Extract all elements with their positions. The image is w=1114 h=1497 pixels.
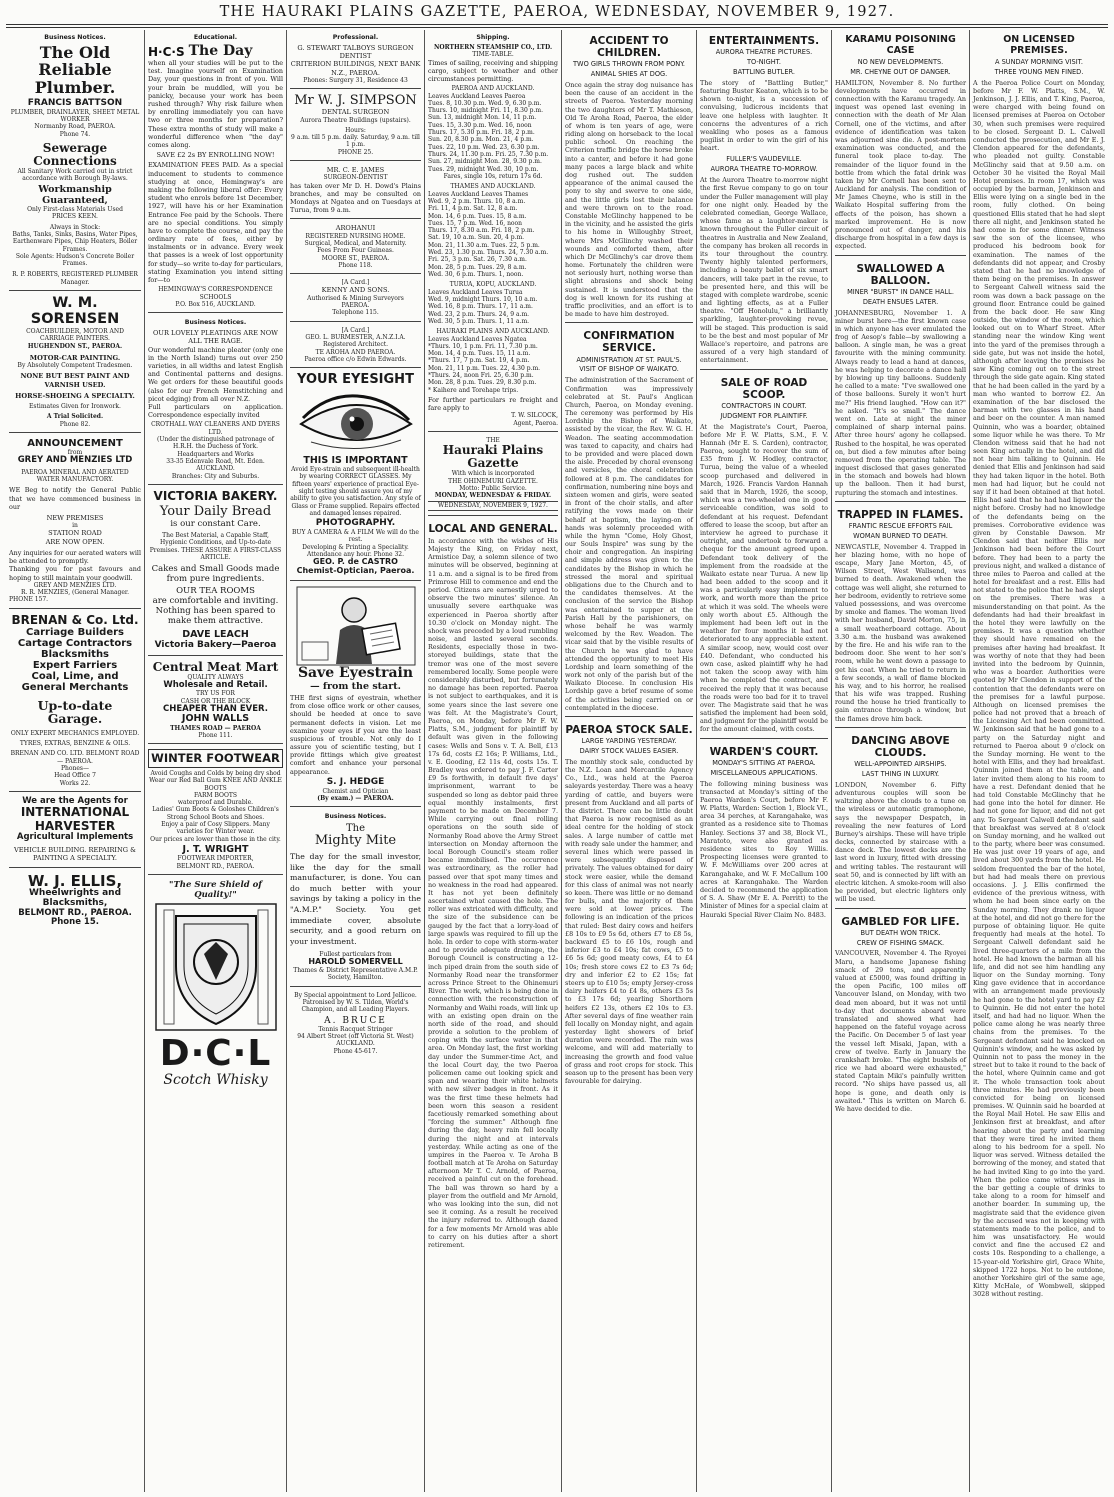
licensed-sub: A SUNDAY MORNING VISIT. bbox=[994, 57, 1084, 66]
timetable-row: Mon. 28, 5 p.m. Tues. 29, 8 a.m. bbox=[428, 263, 527, 271]
daily-bread: Your Daily Bread bbox=[159, 504, 272, 519]
flames-body: NEWCASTLE, November 4. Trapped in her blazing home, with no hope of escape, Mary Jane Morton, 45, of Wilson Street, West Wallsend, was burned to death. Awakened when the cottage was well alight, she returned to her bedroom, evidently to retrieve some valued possessions, and was overcome by smoke and flames. The woman lived with her husband, David Morton, 75, in a small weatherboard cottage. About 3.30 a.m. the husband was awakened by the fire. He and his wife ran to the bedroom door. She went to her son's room, while he went down a passage to get his coat. When he tried to return in a few seconds, a wall of flame blocked his way, and to his horror, he realised that his wife was trapped. Rushing round the house he tried frantically to gain entrance through a window, but the flames drove him back. bbox=[835, 542, 966, 723]
hours-label: Hours: bbox=[345, 126, 366, 134]
warden-sub: MONDAY'S SITTING AT PAEROA. bbox=[712, 758, 816, 767]
hcs-body: when all your studies will be put to the test. Imagine yourself on Examination Day, your questions in front of you. Will your brain be muddled, will you be panicky, because your work has been rushed through? Why risk failure when by enrolling immediately you can have two or three months for preparation? These extra months of study will make a wonderful difference when "the day" comes along. bbox=[148, 59, 283, 149]
victoria-bakery: VICTORIA BAKERY. bbox=[153, 488, 278, 503]
paeroa: PAEROA. bbox=[341, 302, 370, 310]
hcs-headline: The Day bbox=[188, 43, 253, 59]
battson-phone: Phone 74. bbox=[59, 130, 91, 138]
fuller-body: At the Aurora Theatre to-morrow night the first Revue company to go on tour under the Fuller management will play for one night only. Headed by the celebrated comedian, George Wallace, whose fame as a laughter-maker is known throughout the Fuller circuit of theatres in Australia and New Zealand, the company has broken all records in its tour throughout the country. Twenty highly talented performers, including a beauty ballet of six smart dancers, will take part in the revue, to be presented here, and this will be staged with complete wardrobe, scenic and lighting effects, as at a Fuller theatre. "Off Honolulu," a brilliantly sparkling, laughter-provoking revue, will be staged. This production is said to be the best and most popular of Mr Wallace's repertoire, and patrons are assured of a very high standard of entertainment. bbox=[700, 176, 828, 365]
racquet: Tennis Racquet Stringer bbox=[318, 1025, 393, 1033]
fuller-sub: AURORA THEATRE TO-MORROW. bbox=[710, 165, 818, 174]
hemingway-box: P.O. Box 516, AUCKLAND. bbox=[175, 300, 256, 308]
coal: Coal, Lime, and bbox=[31, 670, 119, 682]
stock-list: Baths, Tanks, Sinks, Basins, Water Pipes, Earthenware Pipes, Chip Heaters, Boiler Frames. bbox=[12, 230, 138, 253]
timetable-row: *Thurs. 10, 1 p.m. Fri. 11, 7.30 p.m. bbox=[428, 342, 538, 350]
crothall-hq: Headquarters and Works bbox=[177, 450, 254, 458]
column-6 bbox=[697, 30, 831, 1492]
roberts: R. P. ROBERTS, REGISTERED PLUMBER bbox=[12, 271, 138, 279]
timetable-row: Mon. 14, 4 p.m. Tues. 15, 11 a.m. bbox=[428, 350, 531, 358]
fares: Fares, single 10s, return 17s 6d. bbox=[443, 172, 543, 180]
sole-agents: Sole Agents: Hudson's Concrete Boiler Frames. bbox=[15, 252, 135, 268]
wholesale: Wholesale and Retail. bbox=[163, 679, 268, 690]
agents-for: We are the Agents for bbox=[22, 796, 128, 807]
column-4 bbox=[425, 30, 561, 1492]
aurora-pictures: AURORA THEATRE PICTURES. bbox=[715, 48, 813, 57]
timetable-row: Fri. 11, 4 p.m. Sat. 12, 8 a.m. bbox=[428, 205, 518, 213]
nursing-home: REGISTERED NURSING HOME. bbox=[305, 232, 406, 240]
competent: By Absolutely Competent Tradesmen. bbox=[17, 362, 133, 370]
waterproof: waterproof and Durable. bbox=[177, 799, 254, 807]
workmanship: Workmanship Guaranteed, bbox=[38, 184, 112, 206]
timetable-row: Tues. 22, 10 p.m. Wed. 23, 6.30 p.m. bbox=[428, 143, 540, 151]
balloon-sub: MINER "BURST" IN DANCE HALL. bbox=[847, 287, 954, 296]
pleatings-body: Our wonderful machine pleater (only one in the North Island) turns out over 250 varieties, in all widths and latest English and Continental patterns and designs. We get orders for these beautiful goods (also for our French Hemstitching and picot edging) from all over N.Z. bbox=[148, 345, 283, 403]
burmester-office: Paeroa office c/o Edwin Edwards. bbox=[304, 355, 407, 363]
gm-sign: GREY AND MENZIES LTD. bbox=[33, 581, 117, 589]
agent: Agent, Paeroa. bbox=[513, 419, 558, 427]
pleatings-full: Full particulars on application. Correspondence especially invited bbox=[148, 402, 283, 420]
surgical: Surgical, Medical, and Maternity. bbox=[304, 239, 407, 247]
prices-lower: Our prices are lower than those in the city. bbox=[150, 835, 281, 843]
timetable-row: Tues. 15, 7 p.m. Wed. 16, noon bbox=[428, 219, 523, 227]
victoria-paeroa: Victoria Bakery—Paeroa bbox=[154, 639, 277, 650]
scoop-sub-2: JUDGMENT FOR PLAINTIFF. bbox=[720, 411, 808, 420]
masthead: THE HAURAKI PLAINS GAZETTE, PAEROA, WEDNESDAY, NOVEMBER 9, 1927. bbox=[219, 4, 895, 20]
eye-body: Avoid Eye-strain and subsequent ill-health by wearing CORRECT GLASSES. My fifteen years' experience of practical Eye-sight testing should assure you of my ability to give you satisfaction. Any style of Glass or Frame supplied. Repairs effected and damaged lenses repaired. bbox=[290, 465, 421, 517]
crothall-patron: (Under the distinguished patronage of H.R.H. the Duchess of York. bbox=[157, 435, 274, 451]
dateline: WEDNESDAY, NOVEMBER 9, 1927. bbox=[428, 501, 558, 510]
accident-body: Once again the stray dog nuisance has been the cause of an accident in the streets of Paeroa. Yesterday morning the two daughters of Mr T. Mathieson, Old Te Aroha Road, Paeroa, the elder of whom is ten years of age, were riding along on horseback to the local public school. On reaching the Criterion traffic bridge the horse broke into a canter, and before it had gone many paces a large black and white dog rushed out. The sudden appearance of the animal caused the pony to shy and swerve to one side, and the little girls lost their balance and were thrown on to the road. Constable McGlinchy happened to be in the vicinity, and he assisted the girls to his home in Willoughby Street, where Mrs McGlinchy washed their wounds and comforted them, after which Dr McGlinchy's car drove them home. Fortunately the children were not seriously hurt, nothing worse than slight abrasions and shock being sustained. It is understood that the dog is well known for its rushing at traffic proclivities, and an effort is to be made to have him destroyed. bbox=[565, 80, 693, 319]
phone-111: Phone 111. bbox=[198, 731, 233, 739]
gambled-headline: GAMBLED FOR LIFE. bbox=[841, 915, 960, 928]
estimates: Estimates Given for Ironwork. bbox=[29, 403, 121, 411]
hemingway: HEMINGWAY'S CORRESPONDENCE SCHOOLS bbox=[158, 286, 273, 301]
timetable-row: Wed. 16, 8 p.m. Thurs. 17, 11 a.m. bbox=[428, 303, 533, 311]
route-4-header: Leaves Auckland Leaves Ngatea bbox=[428, 335, 527, 343]
cheaper: CHEAPER THAN EVER. bbox=[163, 703, 268, 714]
timetable-row: *Thurs. 17, 7 p.m. Sat. 19, 4 p.m. bbox=[428, 357, 530, 365]
timetable-row: Fri. 25, 3 p.m. Sat. 26, 7.30 a.m. bbox=[428, 256, 527, 264]
arohanui: AROHANUI bbox=[335, 224, 376, 233]
brenan: BRENAN & Co. Ltd. bbox=[11, 612, 139, 627]
surgeon-dentist: SURGEON-DENTIST bbox=[323, 174, 388, 182]
karamu-sub: NO NEW DEVELOPMENTS. bbox=[857, 57, 944, 66]
horse-shoeing: HORSE-SHOEING A SPECIALTY. bbox=[15, 391, 135, 400]
talboys-phones: Phones: Surgery 31, Residence 43 bbox=[303, 76, 408, 84]
bakery-body: The Best Material, a Capable Staff, Hygienic Conditions, and Up-to-date Premises. THESE ASSURE A FIRST-CLASS ARTICLE. bbox=[149, 532, 282, 561]
implements: Agricultural Implements bbox=[16, 831, 134, 842]
route-3: TURUA, KOPU, AUCKLAND. bbox=[449, 281, 537, 289]
farriers: Expert Farriers bbox=[32, 659, 118, 671]
phone-25: PHONE 25. bbox=[337, 148, 374, 156]
bruce-address: 94 Albert Street (off Victoria St. West) AUCKLAND. bbox=[297, 1033, 414, 1048]
local-headline: LOCAL AND GENERAL. bbox=[428, 522, 558, 535]
burmester: GEO. L. BURMESTER, A.N.Z.I.A. bbox=[305, 333, 406, 341]
timetable-row: Thurs. 10, midnight Fri. 11, 8.30 p.m. bbox=[428, 107, 544, 115]
architect: Registered Architect. bbox=[322, 341, 389, 349]
warden-body: The following mining business was transacted at Monday's sitting of the Paeroa Warden's Court, before Mr F. W. Platts, Warden: Section 1, Block VI., area 34 perches, at Karangahake, was granted as a residence site to Thomas Hanley. Sections 37 and 38, Block VI., Maratoto, were also granted as residence sites to Roy Willis. Prospecting licenses were granted to W. F. McWilliams over 200 acres at Karangahake, and W. F. McCallum 100 acres at Karangahake. The Warden decided to recommend the application of S. A. Shaw (Mr E. A. Perritt) to the Minister of Mines for a special claim at Hauraki Special River Claim No. 8483. bbox=[700, 779, 828, 919]
timetable-row: Wed. 23, 1.30 p.m. Thurs. 24, 7.30 a.m. bbox=[428, 249, 549, 257]
mineral-water: PAEROA MINERAL AND AERATED WATER MANUFACTORY. bbox=[21, 468, 129, 484]
dcl-logo: D·C·L bbox=[159, 1033, 272, 1075]
accident-sub-2: ANIMAL SHIES AT DOG. bbox=[590, 70, 668, 79]
save-offer: SAVE £2 2s BY ENROLLING NOW! bbox=[156, 151, 275, 160]
licensed-body: A the Paeroa Police Court on Monday, before Mr F. W. Platts, S.M., W. Jenkinson, J. J. Ellis, and T. King, Paeroa, were charged with being found on licensed premises at Paeroa on October 30, when such premises were required to be closed. Sergeant D. L. Calwell conducted the prosecution, and Mr E. J. Clendon appeared for the defendants, who pleaded not guilty. Constable McGlinchy said that at 9.50 a.m. on October 30 he visited the Royal Mail Hotel premises. In room 17, which was occupied by the barman, Jenkinson and Ellis were lying on a single bed in the room, fully clothed. On being questioned Ellis stated that he had slept there all night, and Jenkinson stated he had come in for some dinner. Witness saw the son of the licensee, who produced his bedroom book for examination. The names of the defendants did not appear, and Crosby stated that he had no knowledge of them being on the premises. In answer to Sergeant Calwell witness said the room was down a back passage on the ground floor. Entrance could be gained from the back door. He saw King outside, the window of the room, which looked out on to Wharf Street. After standing near the window King went into the yard of the premises through a side gate, but was not inside the hotel, although after leaving the premises he saw King coming out on to the street through the side gate again. King stated that he had been called in the yard by a man who wanted to borrow £2. An examination of the bar disclosed the barman with two glasses in his hand and beer on the counter. A man named Quinnin, who was a boarder, obtained some liquor while he was there. To Mr Clendon witness said that he had not seen King actually in the hotel, and did not hear him talking to Quinnin. He denied that Ellis and Jenkinson had said they had taken liquor in the hotel. Both men had had liquor, but he could not say if it had been obtained at that hotel. Ellis had said that he had had liquor the night before. Crosby had no knowledge of the defendants being on the premises. Corroborative evidence was given by Constable Dawson. Mr Clendon said that neither Ellis nor Jenkinson had been before the Court before. They had been to a party the previous night, and walked a distance of three miles to Paeroa and called at the hotel for breakfast and a rest. Ellis had not stated to the police that he had slept on the premises. There was a misunderstanding on that point. As the defendants had had their breakfast in the hotel they were lawfully on the premises. It was a question whether they should have remained on the premises after having had breakfast. It was worthy of note that they had been invited into the bedroom by Quinnin, who was a boarder. Authorities were quoted by Mr Clendon in support of the contention that the defendants were on the premises for a lawful purpose. Although on licensed premises the police had not proved that a breach of the Licensing Act had been committed. W. Jenkinson said that he had gone to a party on the Saturday night and returned to Paeroa about 9 o'clock on the Sunday morning. He went to the hotel with Ellis, and they had breakfast. Quinnin joined them at the table, and later invited them along to his room to have a rest. Defendant denied that he had told Constable McGlinchy that he had gone into the hotel for dinner. He had not gone for liquor, and did not get any. To Sergeant Calwell defendant said that breakfast was served at 8 o'clock on Sunday morning, and he walked out to the party, where beer was consumed. He was just over 19 years of age, and lived about 300 yards from the hotel. He seldom frequented the bar of the hotel, but had had meals there on previous occasions. J. J. Ellis confirmed the evidence of the previous witness, with whom he had been since early on the Sunday morning. They drank no liquor at the hotel, and did not go there for the purpose of obtaining liquor. He quite frequently had meals at the hotel. To Sergeant Calwell defendant said he lived three-quarters of a mile from the hotel. He had known the barman all his life, and did not see him handling any liquor on the Sunday morning. Tony King gave evidence that in accordance with an arrangement made previously he had gone to the hotel yard to pay £2 to Quinnin. He did not enter the hotel itself, and had had no liquor. When the police came along he was nearly three chains from the premises. To the Sergeant defendant said he knocked on Quinnin's window, and he was asked by Quinnin not to pass the money in the street but to take it round to the back of the hotel, where Quinnin came and got it. The whole transaction took about three minutes. He had previously been convicted for being on licensed premises. W. Quinnin said he boarded at the Royal Mail Hotel. He saw Ellis and Jenkinson first at breakfast, and after hearing about the party and learning that they were tired he invited them along to his bedroom for a spell. No liquor was served. Witness detailed the borrowing of the money, and stated that he had invited King to go into the yard. When the police came witness was in the bar getting a couple of drinks to take along to a room for himself and another boarder. In summing up, the magistrate said that the evidence given by the accused was not in keeping with statements made to the police, and to him was unsatisfactory. He would convict and fine the accused £2 and costs 10s. Responding to a challenge, a 15-year-old Yorkshire girl, Grace White, skipped 1722 hops. Not to be outdone, another Yorkshire girl of the same age, Kitty McHale, of Wombwell, skipped 3028 without resting. bbox=[973, 78, 1105, 1299]
footwear-importer: FOOTWEAR IMPORTER, bbox=[177, 855, 254, 863]
head-office: Head Office 7 bbox=[54, 772, 96, 780]
local-body: In accordance with the wishes of His Majesty the King, on Friday next, Armistice Day, a solemn silence of two minutes will be observed, beginning at 11 a.m. and a signal is to be fired from Primrose Hill to commence and end the period. Citizens are earnestly urged to observe the two minutes' silence. An unusually severe earthquake was experienced in Paeroa shortly after 10.30 o'clock on Monday night. The shock was preceded by a loud rumbling noise, and lasted several seconds. Residents, especially those in two-storeyed buildings, state that the tremor was one of the most severe remembered locally. Some people were considerably disturbed, but fortunately no damage has been reported. Paeroa is not subject to earthquakes, and it is some years since the last severe one was felt. At the Magistrate's Court, Paeroa, on Monday, before Mr F. W. Platts, S.M., judgment for plaintiff by default was given in the following cases: Wells and Sons v. T. A. Bell, £13 17s 6d, costs £2 16s; P. Williams, Ltd., v. E. Gooding, £2 11s 4d, costs 15s. T. Bradley was ordered to pay J. F. Carter £9 5s forthwith, in default five days' imprisonment, warrant to be suspended so long as debtor paid three equal monthly instalments, first payment to be made on December 7. While carrying out final rolling operations on the south side of Normanby Road above the Army Street intersection on Monday afternoon the local Borough Council's steam roller became immobilised. The occurrence was extraordinary, as the roller had passed over that spot many times and no weakness in the road had appeared. It has not yet been definitely ascertained what caused the hole. The roller was extricated with difficulty, and the size of the subsidence can be gauged by the fact that a lorry-load of large spawls was required to fill up the hole. In order to cope with storm-water and to provide adequate drainage, the Borough Council is constructing a 12-inch piped drain from the south side of Normanby Road near the transformer across Prince Street to the Ohinemuri River. The work, which is being done in connection with the reconstruction of Normanby and Waihi roads, will link up with an existing open drain on the north side of the road, and should provide a solution to the problem of coping with the surface water in that area. On Monday last, the first working day under the Summer-time Act, and the local Court day, the two Paeroa policemen came out looking spick and span and wearing their white helmets with new silver badges in front. As it was the first time these helmets had been worn this season a resident facetiously remarked something about "forcing the summer." Although fine during the day, heavy rain fell locally during the night and at intervals yesterday. While acting as one of the umpires in the Paeroa v. Te Aroha B football match at Te Aroha on Saturday afternoon Mr T. C. Arnold, of Paeroa, received a painful cut on the forehead. The ball was thrown so hard by a player from the outfield and Mr Arnold, who was looking into the sun, did not see it coming. As a result he received the injury referred to. Although dazed for a few moments Mr Arnold was able to carry on his duties after a short retirement. bbox=[428, 536, 558, 1249]
buy-camera: BUY A CAMERA & A FILM We will do the rest. bbox=[292, 529, 419, 544]
fees-body: EXAMINATION FEES PAID. As a special inducement to students to commence studying at once, Hemingway's are making the following liberal offer: Every student who enrols before 1st December, 1927, will have his or her Examination Entrance Fee paid by the Schools. There are no special conditions. You simply have to complete the course, and pay the ordinary rate of fees, either by instalments or in advance. Every week that passes is a week of lost opportunity for study—so write to-day for particulars, stating Examination you intend sitting for—to bbox=[148, 161, 283, 285]
flames-headline: TRAPPED IN FLAMES. bbox=[837, 508, 964, 521]
balloon-headline: SWALLOWED A BALLOON. bbox=[856, 262, 945, 287]
column-1 bbox=[6, 30, 144, 1492]
motto: Motto: Public Service. bbox=[459, 484, 527, 492]
stock-sub-2: DAIRY STOCK VALUES EASIER. bbox=[579, 746, 679, 755]
section-label: Business Notices. bbox=[44, 34, 106, 41]
works: Works 22. bbox=[59, 779, 91, 787]
route-2: THAMES AND AUCKLAND. bbox=[450, 183, 536, 191]
moore-street: MOORE ST., PAEROA. bbox=[321, 254, 390, 262]
timetable-row: Sat. 19, 10 a.m. Sun. 20, 4 p.m. bbox=[428, 234, 525, 242]
brenan-address: BRENAN AND CO. LTD. BELMONT ROAD — PAEROA. bbox=[10, 750, 140, 765]
hedge-body: THE first signs of eyestrain, whether from close office work or other causes, should be heeded at once to save permanent defects in vision. Let me examine your eyes if you are the least suspicious of trouble. Not only do I assure you of scientific testing, but I provide fittings which give greatest comfort and enhance your personal appearance. bbox=[290, 693, 421, 776]
gm-phone: PHONE 157. bbox=[9, 596, 49, 604]
grey-menzies: GREY AND MENZIES LTD bbox=[17, 455, 133, 466]
gm-thanks: Thanking you for past favours and hoping to still maintain your goodwill. bbox=[9, 565, 141, 582]
stock-body: The monthly stock sale, conducted by the N.Z. Loan and Mercantile Agency Co., Ltd., was held at the Paeroa saleyards yesterday. There was a heavy yarding of cattle, and buyers were present from Auckland and all parts of the district. There can be little doubt that Paeroa is now recognised as an ideal centre for the holding of stock sales. A large number of cattle met with ready sale under the hammer, and several lines which were passed in were subsequently disposed of privately. The values obtained for dairy stock were easier, while the demand for this class of animal was not nearly so keen. There was little or no demand for bulls, and the majority of them were sold at lower prices. The following is an indication of the prices that ruled: Best dairy cows and heifers £8 10s to £9 5s 6d, others £7 to £8 5s, backward £5 to £6 10s, rough and inferior £3 to £4 10s; fat cows, £5 to £6 5s 6d; good meaty cows, £4 to £4 10s; fresh store cows £2 to £3 7s 6d; dry and inferior £2 to £2 15s; fat steers up to £10 5s; empty Jersey-cross dairy heifers £4 to £4 8s, others £3 5s to £3 17s 6d; yearling Shorthorn heifers £2 13s, others £2 10s to £3. After several days of fine weather rain fell locally on Monday night, and again yesterday light showers of brief duration were recorded. The rain was welcome, and will add materially to increasing the growth and food value of grass and root crops for stock. This season up to the present has been very favourable for dairying. bbox=[565, 757, 693, 1086]
balloon-sub-2: DEATH ENSUES LATER. bbox=[862, 297, 939, 306]
timetable-row: Mon. 21, 11.30 a.m. Tues. 22, 5 p.m. bbox=[428, 241, 540, 249]
sorensen-name: W. M. SORENSEN bbox=[30, 295, 120, 328]
timetable-row: Wed. 23, 2 p.m. Thurs. 24, 9 a.m. bbox=[428, 310, 530, 318]
tyres: TYRES, EXTRAS, BENZINE & OILS. bbox=[19, 740, 131, 748]
timetable-row: Wed. 30, 5 p.m. Thurs. 1, 11 a.m. bbox=[428, 317, 530, 325]
man-reading-illustration-icon bbox=[296, 586, 416, 666]
cash: CASH OR THE BLOCK bbox=[180, 697, 251, 705]
stock-intro: Always in Stock: bbox=[49, 223, 101, 231]
criterion: CRITERION BUILDINGS, NEXT BANK N.Z., PAEROA. bbox=[290, 60, 421, 77]
column-2 bbox=[145, 30, 286, 1492]
important: THIS IS IMPORTANT bbox=[303, 454, 408, 466]
timetable-row: Mon. 21, 11 p.m. Tues. 22, 4.30 p.m. bbox=[428, 364, 541, 372]
tea-rooms: OUR TEA ROOMS bbox=[176, 586, 255, 597]
route-4-rows bbox=[428, 343, 558, 387]
in: in bbox=[72, 522, 78, 530]
column-3 bbox=[287, 30, 424, 1492]
new-premises: NEW PREMISES bbox=[46, 513, 104, 522]
somervell-title: Thames & District Representative A.M.P. Society, Hamilton. bbox=[293, 967, 418, 982]
farm-boots: FARM BOOTS bbox=[193, 791, 237, 799]
gambled-body: VANCOUVER, November 4. The Ryoyei Maru, a handsome Japanese fishing smack of 29 tons, and apparently valued at £5000, was found drifting in the open Pacific, 100 miles off Vancouver Island, on Monday, with two dead men aboard, but it was not until to-day that documents aboard were translated and showed what had happened on the fateful voyage across the Pacific. On December 5 of last year the vessel left Misaki, Japan, with a crew of twelve. Early in January the crankshaft broke. "The eight bushels of rice we had aboard were exhausted," stated Captain Miki's painfully written record. "No ships have passed us, all hope is gone, and death only is awaited." This is written on March 6. We have decided to die. bbox=[835, 949, 966, 1114]
battson-name: FRANCIS BATTSON bbox=[27, 97, 123, 108]
scoop-sub: CONTRACTORS IN COURT. bbox=[721, 401, 807, 410]
mighty-body: The day for the small investor, like the day for the small manufacturer, is done. You can do much better with your savings by taking a policy in the "A.M.P." Society. You get immediate cover, absolute security, and a good return on your investment. bbox=[290, 852, 421, 946]
warden-headline: WARDEN'S COURT. bbox=[709, 745, 819, 758]
timetable-row: Mon. 14, 6 p.m. Tues. 15, 8 a.m. bbox=[428, 212, 527, 220]
route-1-rows bbox=[428, 100, 558, 173]
route-3-header: Leaves Auckland Leaves Turua bbox=[428, 288, 523, 296]
tonight: TO-NIGHT. bbox=[746, 57, 782, 66]
tea-body: are comfortable and inviting. Nothing has been spared to make them attractive. bbox=[152, 596, 279, 627]
column-5 bbox=[562, 30, 696, 1492]
licensed-headline: ON LICENSED PREMISES. bbox=[1003, 34, 1075, 56]
timetable-row: *Thurs. 24, noon Fri. 25, 6.30 p.m. bbox=[428, 372, 534, 380]
crothall-address: 33-35 Edenvale Road, Mt. Eden. AUCKLAND. bbox=[166, 457, 265, 473]
dental-surgeon: DENTAL SURGEON bbox=[321, 108, 390, 117]
sure-shield: "The Sure Shield of Quality!" bbox=[169, 880, 262, 901]
mighty-the: The bbox=[345, 823, 366, 835]
section-label: Shipping. bbox=[476, 34, 510, 41]
sorensen-address: HUGHENDON ST., PAEROA. bbox=[27, 342, 123, 350]
card-label-2: [A Card.] bbox=[341, 326, 370, 334]
thames-road: THAMES ROAD — PAEROA bbox=[170, 724, 261, 732]
dancing-sub: WELL-APPOINTED AIRSHIPS. bbox=[854, 759, 947, 768]
warden-sub-2: MISCELLANEOUS APPLICATIONS. bbox=[710, 768, 818, 777]
route-2-rows bbox=[428, 198, 558, 278]
phone-118: Phone 118. bbox=[338, 261, 373, 269]
fees: Fees From Four Guineas. bbox=[317, 247, 394, 255]
hedge: S. J. HEDGE bbox=[326, 776, 385, 787]
kaihere-note: * Kaihere and Torehape trips. bbox=[428, 386, 519, 394]
paper-title: Hauraki Plains Gazette bbox=[442, 443, 544, 471]
meat-mart: Central Meat Mart bbox=[152, 659, 279, 674]
section-label: Business Notices. bbox=[184, 319, 247, 327]
telephone-115: Telephone 115. bbox=[332, 309, 379, 317]
constant-care: is our constant Care. bbox=[170, 519, 261, 530]
masthead-rule-2 bbox=[6, 27, 1108, 28]
hedge-title: Chemist and Optician bbox=[322, 787, 389, 795]
ladies: Ladies' Gum Boots & Goloshes Children's Strong School Boots and Shoes. bbox=[152, 806, 279, 821]
incorporated: With which is incorporated bbox=[451, 470, 535, 478]
stock-headline: PAEROA STOCK SALE. bbox=[565, 724, 693, 736]
eye-illustration-icon bbox=[297, 390, 415, 454]
motor-painting: MOTOR-CAR PAINTING. bbox=[29, 353, 121, 362]
carriage-builders: Carriage Builders bbox=[26, 626, 124, 638]
developing: Developing & Printing a Speciality. Attendance any hour. Phone 32. bbox=[302, 543, 409, 558]
station-road: STATION ROAD bbox=[48, 529, 102, 538]
sorensen-trade: COACHBUILDER, MOTOR AND CARRIAGE PAINTERS. bbox=[26, 327, 124, 343]
card-label: [A Card.] bbox=[341, 279, 370, 287]
battling-butler: BATTLING BUTLER. bbox=[733, 67, 795, 76]
column-7 bbox=[832, 30, 969, 1492]
sewerage-body: All Sanitary Work carried out in strict accordance with Borough By-laws. bbox=[17, 167, 133, 183]
cakes: Cakes and Small Goods made from pure ingredients. bbox=[151, 564, 280, 585]
prices: PRICES KEEN. bbox=[52, 213, 98, 221]
sewerage-heading: Sewerage Connections bbox=[33, 140, 117, 168]
dancing-headline: DANCING ABOVE CLOUDS. bbox=[851, 734, 950, 759]
section-label: Business Notices. bbox=[324, 813, 387, 821]
column-8 bbox=[970, 30, 1108, 1492]
further: For further particulars re freight and fare apply to bbox=[428, 396, 558, 413]
flames-sub-2: WOMAN BURNED TO DEATH. bbox=[853, 531, 948, 540]
james-body: has taken over Mr D. H. Dowd's Plains branches, and may be consulted on Mondays at Ngatea and on Tuesdays at Turua, from 9 a.m. bbox=[290, 181, 421, 215]
mechanics: ONLY EXPERT MECHANICS EMPLOYED. bbox=[10, 729, 140, 737]
vehicle-building: VEHICLE BUILDING. REPAIRING & PAINTING A SPECIALTY. bbox=[13, 846, 137, 863]
timetable-row: Tues. 8, 10.30 p.m. Wed. 9, 6.30 p.m. bbox=[428, 99, 542, 107]
flames-sub: FRANTIC RESCUE EFFORTS FAIL bbox=[848, 521, 953, 530]
james: MR. C. E. JAMES bbox=[326, 166, 385, 175]
masthead-rule bbox=[6, 24, 1108, 25]
quality: QUALITY ALWAYS bbox=[187, 673, 244, 681]
confirmation-sub-2: VISIT OF BISHOP OF WAIKATO. bbox=[579, 365, 679, 374]
enjoy: Enjoy a pair of Cosy Slippers. Many varieties for Winter wear. bbox=[161, 821, 270, 836]
confirmation-body: The administration of the Sacrament of Confirmation was impressively celebrated at St. Paul's Anglican Church, Paeroa, on Monday evening. The ceremony was performed by His Lordship the Bishop of Waikato, assisted by the vicar, the Rev. W. G. H. Weadon. The seating accommodation was taxed to capacity, and chairs had to be provided and were placed down the aisle. Preceded by choral evensong and versicles, the choral celebration followed at 8 p.m. The candidates for confirmation, numbering nine boys and sixteen women and girls, were seated in front of the choir stalls, and after ratifying the vows made on their behalf at baptism, the laying-on of hands was solemnly proceeded with while the hymn "Come, Holy Ghost, our Souls Inspire" was sung by the choir and congregation. An inspiring and simple address was given to the candidates by the Bishop in which he stressed the moral and spiritual obligations due to the Church and to the candidates themselves. At the conclusion of the service the Bishop was entertained to supper at the Parish Hall by the parishioners, on whose behalf he was warmly welcomed by the Rev. Weadon. The vicar said that by the visible results of the Church he was glad to have attended the opportunity to meet His Lordship and learn something of the work not only of the parish but of the Waikato Diocese. In conclusion His Lordship gave a brief resume of some of the activities being carried on or contemplated in the diocese. bbox=[565, 376, 693, 712]
entertainment-body: The story of "Battling Butler," featuring Buster Keaton, which is to be shown to-night, is a succession of convulsing, ludicrous incidents that leave one helpless with laughter. It concerns the adventures of a rich weakling who poses as a famous pugilist in order to win the girl of his heart. bbox=[700, 78, 828, 153]
chemist: Chemist-Optician, Paeroa. bbox=[296, 566, 415, 576]
scoop-headline: SALE OF ROAD SCOOP. bbox=[720, 376, 808, 401]
none-but: NONE BUT BEST PAINT AND VARNISH USED. bbox=[20, 372, 130, 389]
timetable-row: Mon. 28, 8 p.m. Tues. 29, 8.30 p.m. bbox=[428, 379, 537, 387]
surveyors: Authorised & Mining Surveyors bbox=[307, 294, 404, 302]
crothall: CROTHALL WAY CLEANERS AND DYERS LTD. bbox=[151, 421, 280, 436]
timetable-row: Sun. 27, midnight Mon. 28, 9.30 p.m. bbox=[428, 158, 542, 166]
timetable-row: Wed. 9, midnight Thurs. 10, 10 a.m. bbox=[428, 295, 538, 303]
gm-enquiries: Any inquiries for our aerated waters will be attended to promptly. bbox=[9, 548, 141, 566]
te-aroha: TE AROHA AND PAEROA. bbox=[315, 348, 396, 356]
bruce-phone: Phone 45-617. bbox=[333, 1047, 378, 1055]
gambled-sub-2: CREW OF FISHING SMACK. bbox=[856, 938, 945, 947]
karamu-body: HAMILTON, November 8. No further developments have occurred in connection with the Karamu tragedy. An inquest was opened last evening in connection with the death of Mr Alan Cornell, one of the victims, and after evidence of identification was taken was adjourned sine die. A post-mortem examination was conducted, and the funeral took place to-day. The remainder of the liquor found in the bottle from which the fatal drink was taken by Mr Cornell has been sent to Auckland for analysis. The condition of Mr James Cheyne, who is still in the Waikato Hospital suffering from the effects of the poison, has shown a marked improvement. He is now pronounced out of danger, and his discharge from hospital in a few days is expected. bbox=[835, 78, 966, 251]
mighty-mite: Mighty Mite bbox=[314, 833, 397, 849]
licensed-sub-2: THREE YOUNG MEN FINED. bbox=[994, 67, 1084, 76]
route-4: HAURAKI PLAINS AND AUCKLAND. bbox=[436, 328, 550, 336]
route-2-header: Leaves Auckland Leaves Thames bbox=[428, 190, 529, 198]
john-walls: JOHN WALLS bbox=[181, 713, 250, 725]
dancing-sub-2: LAST THING IN LUXURY. bbox=[861, 769, 940, 778]
ohinemuri: THE OHINEMURI GAZETTE. bbox=[448, 477, 538, 485]
red-ball: Wear our Red Ball Gum KNEE AND ANKLE BOOTS bbox=[149, 777, 282, 792]
dcl-shield-emblem-icon bbox=[154, 902, 278, 1032]
timetable-row: Thurs. 17, 5.30 p.m. Fri. 18, 2 p.m. bbox=[428, 129, 535, 137]
battson-address: Normanby Road, PAEROA. bbox=[34, 123, 116, 131]
garage: Up-to-date Garage. bbox=[37, 697, 113, 727]
route-3-rows bbox=[428, 296, 558, 325]
bruce-intro: By Special appointment to Lord Jellicoe. Patronised by W. S. Tilden, World's Champion, and all Leading Players. bbox=[294, 991, 417, 1014]
phones: Phones— bbox=[60, 765, 89, 773]
timetable-row: Sun. 13, midnight Mon. 14, 11 p.m. bbox=[428, 114, 537, 122]
eyesight-heading: YOUR EYESIGHT bbox=[297, 372, 414, 388]
gambled-sub: BUT DEATH WON TRICK. bbox=[860, 928, 941, 937]
bruce: A. BRUCE bbox=[324, 1015, 387, 1026]
from: from bbox=[67, 449, 83, 457]
published: MONDAY, WEDNESDAY & FRIDAY. bbox=[434, 492, 552, 500]
save-eyestrain: Save Eyestrain bbox=[297, 664, 414, 681]
hcs-logo: H·C·S bbox=[148, 44, 185, 59]
international-harvester: INTERNATIONAL HARVESTER bbox=[20, 805, 130, 833]
timetable: TIME-TABLE. bbox=[472, 51, 514, 59]
announcement: ANNOUNCEMENT bbox=[27, 438, 123, 450]
confirmation-headline: CONFIRMATION SERVICE. bbox=[583, 330, 675, 355]
pleatings-heading: OUR LOVELY PLEATINGS ARE NOW ALL THE RAGE. bbox=[153, 329, 278, 346]
phone-82: Phone 82. bbox=[59, 420, 91, 428]
manager-label: Manager. bbox=[60, 278, 90, 286]
castro: GEO. P. de CASTRO bbox=[313, 557, 398, 567]
simpson: Mr W. J. SIMPSON bbox=[294, 93, 417, 109]
timetable-row: Thurs. 24, 11.30 p.m. Fri. 25, 7.30 p.m. bbox=[428, 151, 549, 158]
dancing-body: LONDON, November 6. Fifty adventurous couples will soon be waltzing above the clouds to a tune on the wireless or automatic gramophone, says the newspaper Despatch, in revealing the new features of Lord Burney's airships. These will have triple decks, connected by staircase with a dance deck. The lowest decks are the last word in luxury, fitted with dressing and writing tables. The restaurant will seat 50, and is connected by lift with an electric kitchen. A smoke-room will also be provided, but electric lighters only will be used. bbox=[835, 780, 966, 904]
route-1: PAEROA AND AUCKLAND. bbox=[451, 85, 535, 93]
kenny: KENNY AND SONS. bbox=[321, 286, 390, 295]
silcock: T. W. SILCOCK, bbox=[511, 412, 558, 420]
scoop-body: At the Magistrate's Court, Paeroa, before Mr F. W. Platts, S.M., F. V. Hannah (Mr E. S. Carden), contractor, Paeroa, sought to recover the sum of £35 from J. W. Hodley, contractor, Turua, being the value of a wheeled scoop purchased and delivered in March, 1926. Francis Vardon Hannah said that in March, 1926, the scoop, which was a two-wheeled one in good serviceable condition, was sold to defendant at his request. Defendant offered to lease the scoop, but after an interview he agreed to purchase it outright, and undertook to forward a cheque for the amount agreed upon. Defendant took delivery of the implement from the roadside at the Waikato estate near Turua. A new lip had been added to the scoop and it was a particularly easy implement to work, and worth more than the price at which it was sold. The wheels were only worth about £5. Although the implement had been left out in the weather for four months it had not deteriorated to any appreciable extent. A similar scoop, new, would cost over £40. Defendant, who conducted his own case, asked plaintiff why he had not taken the scoop away with him when he completed the contract, and received the reply that it was because the roads were too bad for it to travel over. The Magistrate said that he was satisfied the implement had been sold, and judgment for the plaintiff would be for the amount claimed, with costs. bbox=[700, 422, 828, 734]
ellis-address: BELMONT RD., PAEROA. bbox=[18, 907, 132, 918]
talboys: G. STEWART TALBOYS SURGEON DENTIST bbox=[297, 44, 414, 61]
crothall-branches: Branches: City and Suburbs. bbox=[171, 472, 260, 480]
fullest: Fullest particulars from bbox=[319, 951, 392, 959]
photography: PHOTOGRAPHY. bbox=[315, 518, 396, 529]
ellis-phone: Phone 15. bbox=[51, 917, 99, 928]
accident-sub: TWO GIRLS THROWN FROM PONY. bbox=[573, 60, 685, 69]
gm-manager: R. R. MENZIES, (General Manager. bbox=[20, 589, 130, 597]
confirmation-sub: ADMINISTRATION AT ST. PAUL'S. bbox=[576, 355, 682, 364]
battson-headline: The Old Reliable Plumber. bbox=[34, 43, 116, 97]
section-label: Professional. bbox=[332, 34, 379, 41]
winter-body: Avoid Coughs and Colds by being dry shod bbox=[150, 769, 281, 777]
karamu-sub-2: MR. CHEYNE OUT OF DANGER. bbox=[850, 67, 951, 76]
fuller-headline: FULLER'S VAUDEVILLE. bbox=[726, 155, 802, 164]
steamship: NORTHERN STEAMSHIP CO., LTD. bbox=[433, 44, 553, 51]
ellis: W. J. ELLIS, bbox=[27, 871, 123, 890]
now-open: ARE NOW OPEN. bbox=[45, 537, 105, 546]
karamu-headline: KARAMU POISONING CASE bbox=[845, 34, 956, 56]
stock-sub: LARGE YARDING YESTERDAY. bbox=[581, 737, 677, 746]
route-1-header: Leaves Auckland Leaves Paeroa bbox=[428, 92, 526, 100]
belmont: BELMONT RD., PAEROA. bbox=[176, 862, 255, 870]
scotch-whisky: Scotch Whisky bbox=[163, 1072, 268, 1089]
timetable-note: Times of sailing, receiving and shipping cargo, subject to weather and other circumstances permitting. bbox=[428, 58, 558, 83]
section-label: Educational. bbox=[193, 34, 238, 41]
timetable-row: Tues. 29, midnight Wed. 30, 10 p.m. bbox=[428, 165, 539, 173]
ellis-trade: Wheelwrights and Blacksmiths, bbox=[28, 888, 122, 908]
accident-headline: ACCIDENT TO CHILDREN. bbox=[589, 35, 669, 60]
somervell: HAROLD SOMERVELL bbox=[308, 957, 403, 967]
timetable-row: Sun. 20, 8.30 p.m. Mon. 21, 4 p.m. bbox=[428, 136, 534, 144]
timetable-row: Wed. 30, 6 p.m. Thurs. 1, noon. bbox=[428, 271, 524, 278]
timetable-row: Wed. 9, 2 p.m. Thurs. 10, 8 a.m. bbox=[428, 197, 526, 205]
hours: 9 a.m. till 5 p.m. daily. Saturday, 9 a.m. till 1 p.m. bbox=[291, 134, 420, 149]
try: TRY US FOR bbox=[196, 690, 235, 698]
wright: J. T. WRIGHT bbox=[182, 844, 249, 856]
from-start: — from the start. bbox=[310, 680, 401, 692]
the: THE bbox=[486, 437, 500, 444]
timetable-row: Thurs. 17, 8.30 a.m. Fri. 18, 2 p.m. bbox=[428, 227, 535, 235]
cartage: Cartage Contractors bbox=[17, 637, 133, 649]
trial: A Trial Solicited. bbox=[46, 413, 104, 421]
winter-footwear: WINTER FOOTWEAR bbox=[148, 749, 283, 768]
entertainments-headline: ENTERTAINMENTS. bbox=[708, 35, 820, 47]
balloon-body: JOHANNESBURG, November 1. A miner burst here—the first known case in which anyone has ever emulated the frog of Aesop's fable—by swallowing a balloon. A single man, he was a great favourite with the mining community. Always ready to lead a hand at dances, he was helping to decorate a dance hall by blowing up tiny balloons. Suddenly he called to a mate: "I've swallowed one of those balloons. Surely it won't hurt me?" His friend laughed. "How can it?" he asked. "It's so small." The dance went on. Late at night the miner complained of sharp internal pains. After three hours' agony he collapsed. Rushed to the hospital, he was operated on, but died a few minutes after being removed from the operating table. The inquest disclosed that gases generated in the stomach and bowels had blown up the balloon. Then it had burst, rupturing the stomach and intestines. bbox=[835, 308, 966, 497]
dave-leach: DAVE LEACH bbox=[182, 629, 249, 641]
timetable-row: Tues. 15, 3.30 p.m. Wed. 16, noon bbox=[428, 121, 532, 129]
battson-trade: PLUMBER, DRAINLAYER, SHEET METAL WORKER bbox=[10, 108, 140, 123]
aurora-building: Aurora Theatre Buildings (upstairs). bbox=[300, 116, 411, 124]
materials: Only First-class Materials Used bbox=[27, 205, 123, 213]
blacksmiths: Blacksmiths bbox=[40, 648, 110, 660]
gm-body: WE Beg to notify the General Public that we have commenced business in our bbox=[9, 486, 141, 511]
general-merchants: General Merchants bbox=[21, 681, 129, 693]
hedge-exam: (By exam.) — PAEROA. bbox=[317, 795, 394, 803]
